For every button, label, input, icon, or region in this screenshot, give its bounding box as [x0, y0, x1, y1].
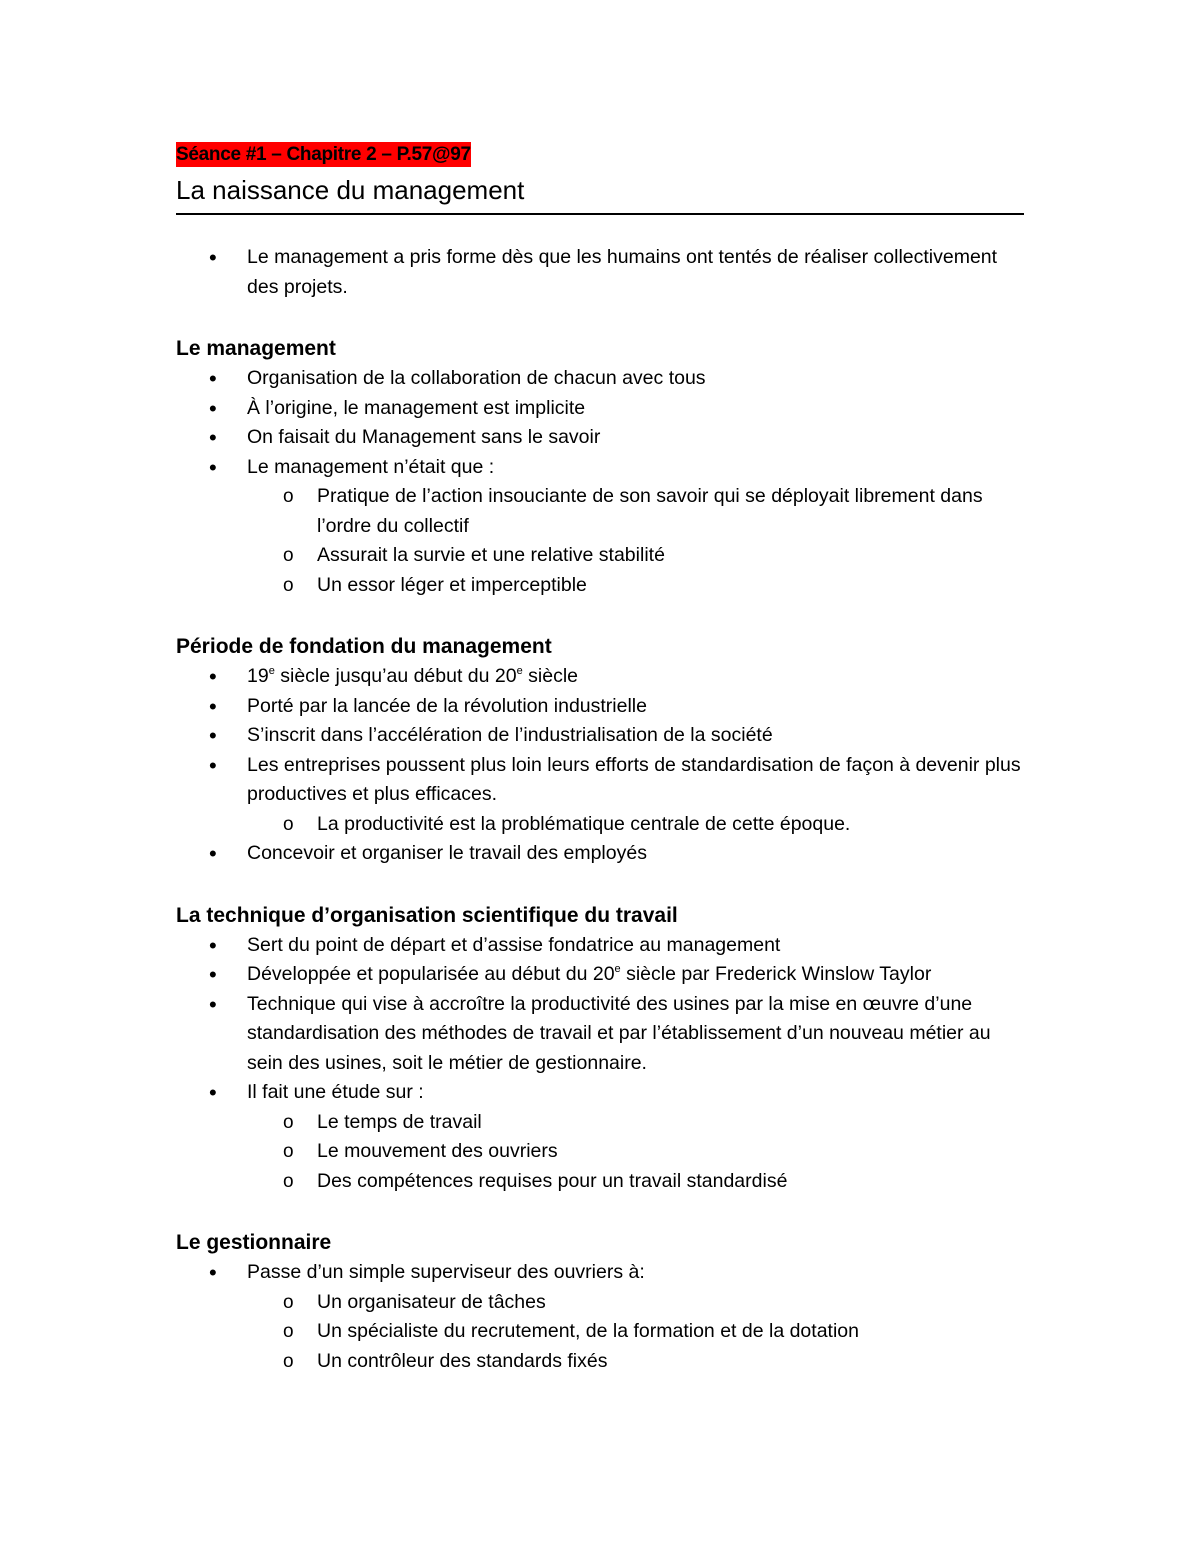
section-list-management — [176, 364, 1024, 600]
list-item — [176, 662, 1024, 692]
sub-list-item: o La productivité est la problématique centrale de cette époque. — [176, 810, 1024, 840]
sub-list-item: o Le mouvement des ouvriers — [176, 1137, 1024, 1167]
sub-list-item: o Un essor léger et imperceptible — [176, 571, 1024, 601]
superscript: e — [268, 665, 275, 677]
superscript: e — [516, 665, 523, 677]
list-item: • Porté par la lancée de la révolution industrielle — [176, 692, 1024, 722]
session-label-row — [176, 142, 1024, 167]
list-item: • Le management a pris forme dès que les humains ont tentés de réaliser collectivement des projets. — [176, 243, 1024, 302]
text-run: siècle jusqu’au début du 20 — [274, 665, 517, 687]
sub-list-item: o Un contrôleur des standards fixés — [176, 1347, 1024, 1377]
intro-list — [176, 243, 1024, 302]
section-heading-scientific-organization: La technique d’organisation scientifique du travail — [176, 903, 678, 927]
superscript: e — [614, 963, 621, 975]
session-label: Séance #1 – Chapitre 2 – P.57@97 — [176, 144, 471, 165]
list-item: • S’inscrit dans l’accélération de l’industrialisation de la société — [176, 721, 1024, 751]
list-item: • Passe d’un simple superviseur des ouvriers à: — [176, 1258, 1024, 1288]
section-heading-manager: Le gestionnaire — [176, 1231, 332, 1254]
sub-list-item: o Assurait la survie et une relative stabilité — [176, 541, 1024, 571]
text-run: 19 — [247, 665, 269, 687]
document-content — [176, 142, 1024, 1376]
section-list-manager — [176, 1258, 1024, 1376]
list-item: • À l’origine, le management est implicite — [176, 394, 1024, 424]
sub-list-item: o Le temps de travail — [176, 1108, 1024, 1138]
section-list-foundation — [176, 662, 1024, 869]
text-run: siècle — [522, 665, 578, 687]
list-item: • Le management n’était que : — [176, 453, 1024, 483]
list-item: • Il fait une étude sur : — [176, 1078, 1024, 1108]
list-item: • Les entreprises poussent plus loin leurs efforts de standardisation de façon à devenir plus productives et plus efficaces. — [176, 751, 1024, 810]
list-item — [176, 960, 1024, 990]
list-item: • Concevoir et organiser le travail des employés — [176, 839, 1024, 869]
sub-list-item: o Des compétences requises pour un travail standardisé — [176, 1167, 1024, 1197]
list-item: • Technique qui vise à accroître la productivité des usines par la mise en œuvre d’une standardisation des méthodes de travail et par l’établissement d’un nouveau métier au sein des usines, soit le métier de gestionnaire. — [176, 990, 1024, 1079]
list-item: • Organisation de la collaboration de chacun avec tous — [176, 364, 1024, 394]
section-heading-management: Le management — [176, 337, 336, 360]
section-heading-foundation: Période de fondation du management — [176, 635, 552, 658]
text-run: Développée et popularisée au début du 20 — [247, 963, 615, 985]
document-title: La naissance du management — [176, 171, 1024, 215]
text-run: siècle par Frederick Winslow Taylor — [620, 963, 932, 985]
sub-list-item: o Un organisateur de tâches — [176, 1288, 1024, 1318]
list-item: • On faisait du Management sans le savoir — [176, 423, 1024, 453]
sub-list-item: o Pratique de l’action insouciante de son savoir qui se déployait librement dans l’ordre du collectif — [176, 482, 1024, 541]
sub-list-item: o Un spécialiste du recrutement, de la formation et de la dotation — [176, 1317, 1024, 1347]
list-item: • Sert du point de départ et d’assise fondatrice au management — [176, 931, 1024, 961]
section-list-scientific-organization — [176, 931, 1024, 1197]
